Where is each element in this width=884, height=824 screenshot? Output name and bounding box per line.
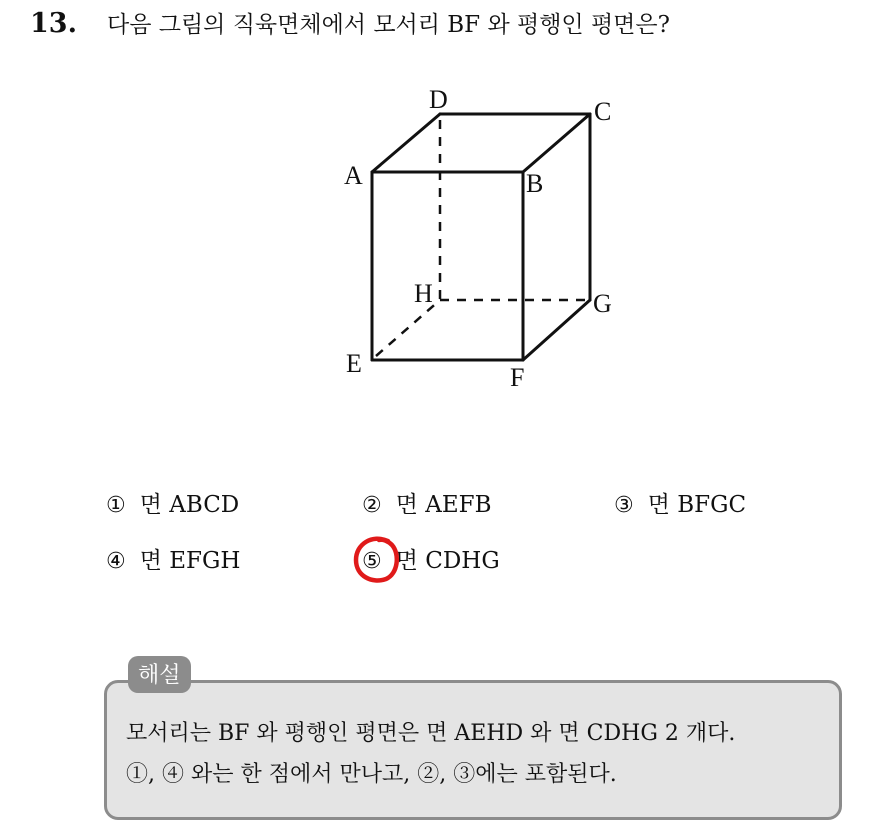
vertex-label-A: A xyxy=(344,161,363,190)
question-number: 13. xyxy=(30,8,77,39)
choice-5-mark: ⑤ xyxy=(362,549,382,574)
vertex-label-H: H xyxy=(414,279,433,308)
edge-FG xyxy=(523,300,590,360)
choice-1-mark: ① xyxy=(106,493,126,518)
solution-box xyxy=(104,680,842,820)
vertex-label-D: D xyxy=(429,85,448,114)
choice-1[interactable] xyxy=(106,486,239,519)
vertex-label-C: C xyxy=(594,97,612,126)
solution-line-1: 모서리는 BF 와 평행인 평면은 면 AEHD 와 면 CDHG 2 개다. xyxy=(126,721,736,746)
edge-EH xyxy=(376,300,440,356)
vertex-label-E: E xyxy=(346,349,362,378)
vertex-label-B: B xyxy=(526,169,544,198)
answer-circle-mark xyxy=(350,532,404,588)
choice-5-text: 면 CDHG xyxy=(395,548,500,574)
vertex-label-F: F xyxy=(510,363,525,392)
choice-2-text: 면 AEFB xyxy=(395,492,492,518)
solution-title: 해설 xyxy=(128,656,191,693)
edge-AD xyxy=(372,114,440,172)
choice-3[interactable] xyxy=(614,486,746,519)
cuboid-figure xyxy=(320,80,640,400)
solution-line-2: ①, ④ 와는 한 점에서 만나고, ②, ③에는 포함된다. xyxy=(126,762,617,787)
choice-4[interactable] xyxy=(106,542,240,575)
choice-2[interactable] xyxy=(362,486,492,519)
vertex-label-G: G xyxy=(593,289,612,318)
choice-2-mark: ② xyxy=(362,493,382,518)
choice-4-text: 면 EFGH xyxy=(139,548,241,574)
question-line xyxy=(30,6,670,39)
choice-3-mark: ③ xyxy=(614,493,634,518)
choice-1-text: 면 ABCD xyxy=(139,492,240,518)
choice-3-text: 면 BFGC xyxy=(647,492,747,518)
edge-BC xyxy=(523,114,590,172)
question-text: 다음 그림의 직육면체에서 모서리 BF 와 평행인 평면은? xyxy=(106,12,670,38)
choice-4-mark: ④ xyxy=(106,549,126,574)
